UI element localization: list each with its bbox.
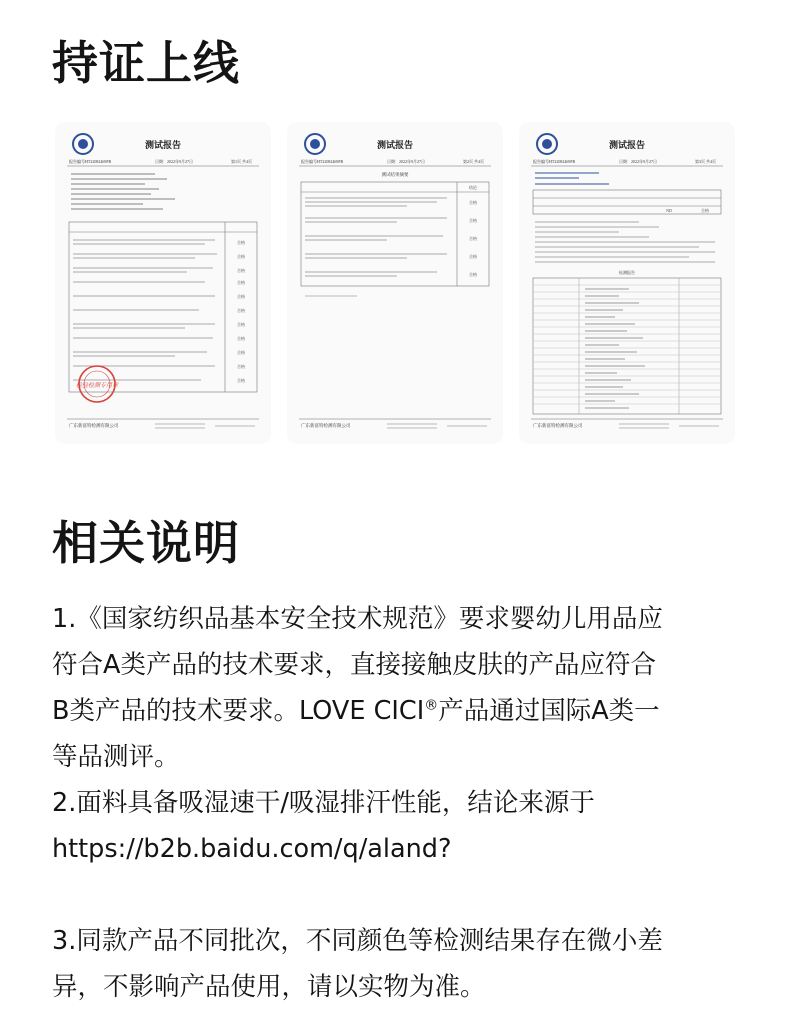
report-page: 第2页 共4页 [463, 159, 484, 164]
note-1-line-3-a: B类产品的技术要求。LOVE CICI [52, 696, 425, 726]
red-seal-stamp [76, 366, 119, 402]
result-cell: 合格 [469, 272, 477, 277]
note-1-line-4: 等品测评。 [52, 742, 180, 772]
report-title: 测试报告 [608, 140, 646, 150]
report-footer-company: 广东新富特检测有限公司 [69, 423, 119, 428]
result-cell: 合格 [237, 350, 245, 355]
note-3-line-2: 异，不影响产品使用，请以实物为准。 [52, 972, 486, 1002]
notes-body [52, 596, 752, 1010]
section-title-certificates: 持证上线 [52, 36, 240, 90]
report-logo-icon [305, 134, 325, 154]
result-cell: ND [666, 208, 672, 213]
report-logo-icon [73, 134, 93, 154]
report-number-label: 报告编号： [533, 159, 553, 164]
report-subtitle: 测试结果摘要 [381, 172, 409, 177]
report-number: HT22082469FR [549, 159, 576, 164]
result-cell: 合格 [237, 308, 245, 313]
report-number: HT22082469FR [85, 159, 112, 164]
result-cell: 合格 [237, 336, 245, 341]
test-report-page-1[interactable] [55, 122, 271, 444]
result-cell: 合格 [237, 240, 245, 245]
report-date: 2022年9月27日 [631, 159, 657, 164]
report-logo-icon [537, 134, 557, 154]
result-cell: 合格 [469, 200, 477, 205]
note-1-line-2: 符合A类产品的技术要求，直接接触皮肤的产品应符合 [52, 650, 656, 680]
report-date: 2022年9月27日 [399, 159, 425, 164]
result-cell: 合格 [237, 378, 245, 383]
test-report-page-2[interactable] [287, 122, 503, 444]
note-2-line-1: 2.面料具备吸湿速干/吸湿排汗性能，结论来源于 [52, 788, 595, 818]
report-number-label: 报告编号： [301, 159, 321, 164]
report-page: 第3页 共4页 [695, 159, 716, 164]
note-3-line-1: 3.同款产品不同批次，不同颜色等检测结果存在微小差 [52, 926, 663, 956]
report-number: HT22082469FR [317, 159, 344, 164]
result-cell: 合格 [237, 254, 245, 259]
report-date-label: 日期： [619, 159, 631, 164]
result-cell: 合格 [469, 218, 477, 223]
note-1-line-3-b: 产品通过国际A类一 [438, 696, 660, 726]
note-2-source-url: https://b2b.baidu.com/q/aland? [52, 834, 452, 864]
result-cell: 合格 [237, 280, 245, 285]
paragraph-spacer [52, 872, 752, 918]
test-report-page-3[interactable] [519, 122, 735, 444]
section-title-notes: 相关说明 [52, 516, 240, 570]
result-cell: 合格 [469, 254, 477, 259]
report-footer-company: 广东新富特检测有限公司 [533, 423, 583, 428]
result-cell: 合格 [237, 294, 245, 299]
result-cell: 合格 [237, 268, 245, 273]
table-caption: 检测报告 [619, 270, 635, 275]
note-1-line-1: 1.《国家纺织品基本安全技术规范》要求婴幼儿用品应 [52, 604, 663, 634]
result-cell: 合格 [237, 364, 245, 369]
report-page: 第1页 共4页 [231, 159, 252, 164]
result-column-header: 结论 [469, 185, 477, 190]
note-1-line-3 [52, 688, 752, 734]
result-cell: 合格 [237, 322, 245, 327]
report-title: 测试报告 [144, 140, 182, 150]
result-cell: 合格 [701, 208, 709, 213]
report-footer-company: 广东新富特检测有限公司 [301, 423, 351, 428]
report-number-label: 报告编号： [69, 159, 89, 164]
report-date-label: 日期： [387, 159, 399, 164]
result-cell: 合格 [469, 236, 477, 241]
report-title: 测试报告 [376, 140, 414, 150]
stamp-text: 检验检测专用章 [75, 383, 119, 389]
registered-mark: ® [424, 697, 439, 714]
test-report-gallery [55, 122, 735, 444]
report-date-label: 日期： [155, 159, 167, 164]
report-date: 2022年9月27日 [167, 159, 193, 164]
